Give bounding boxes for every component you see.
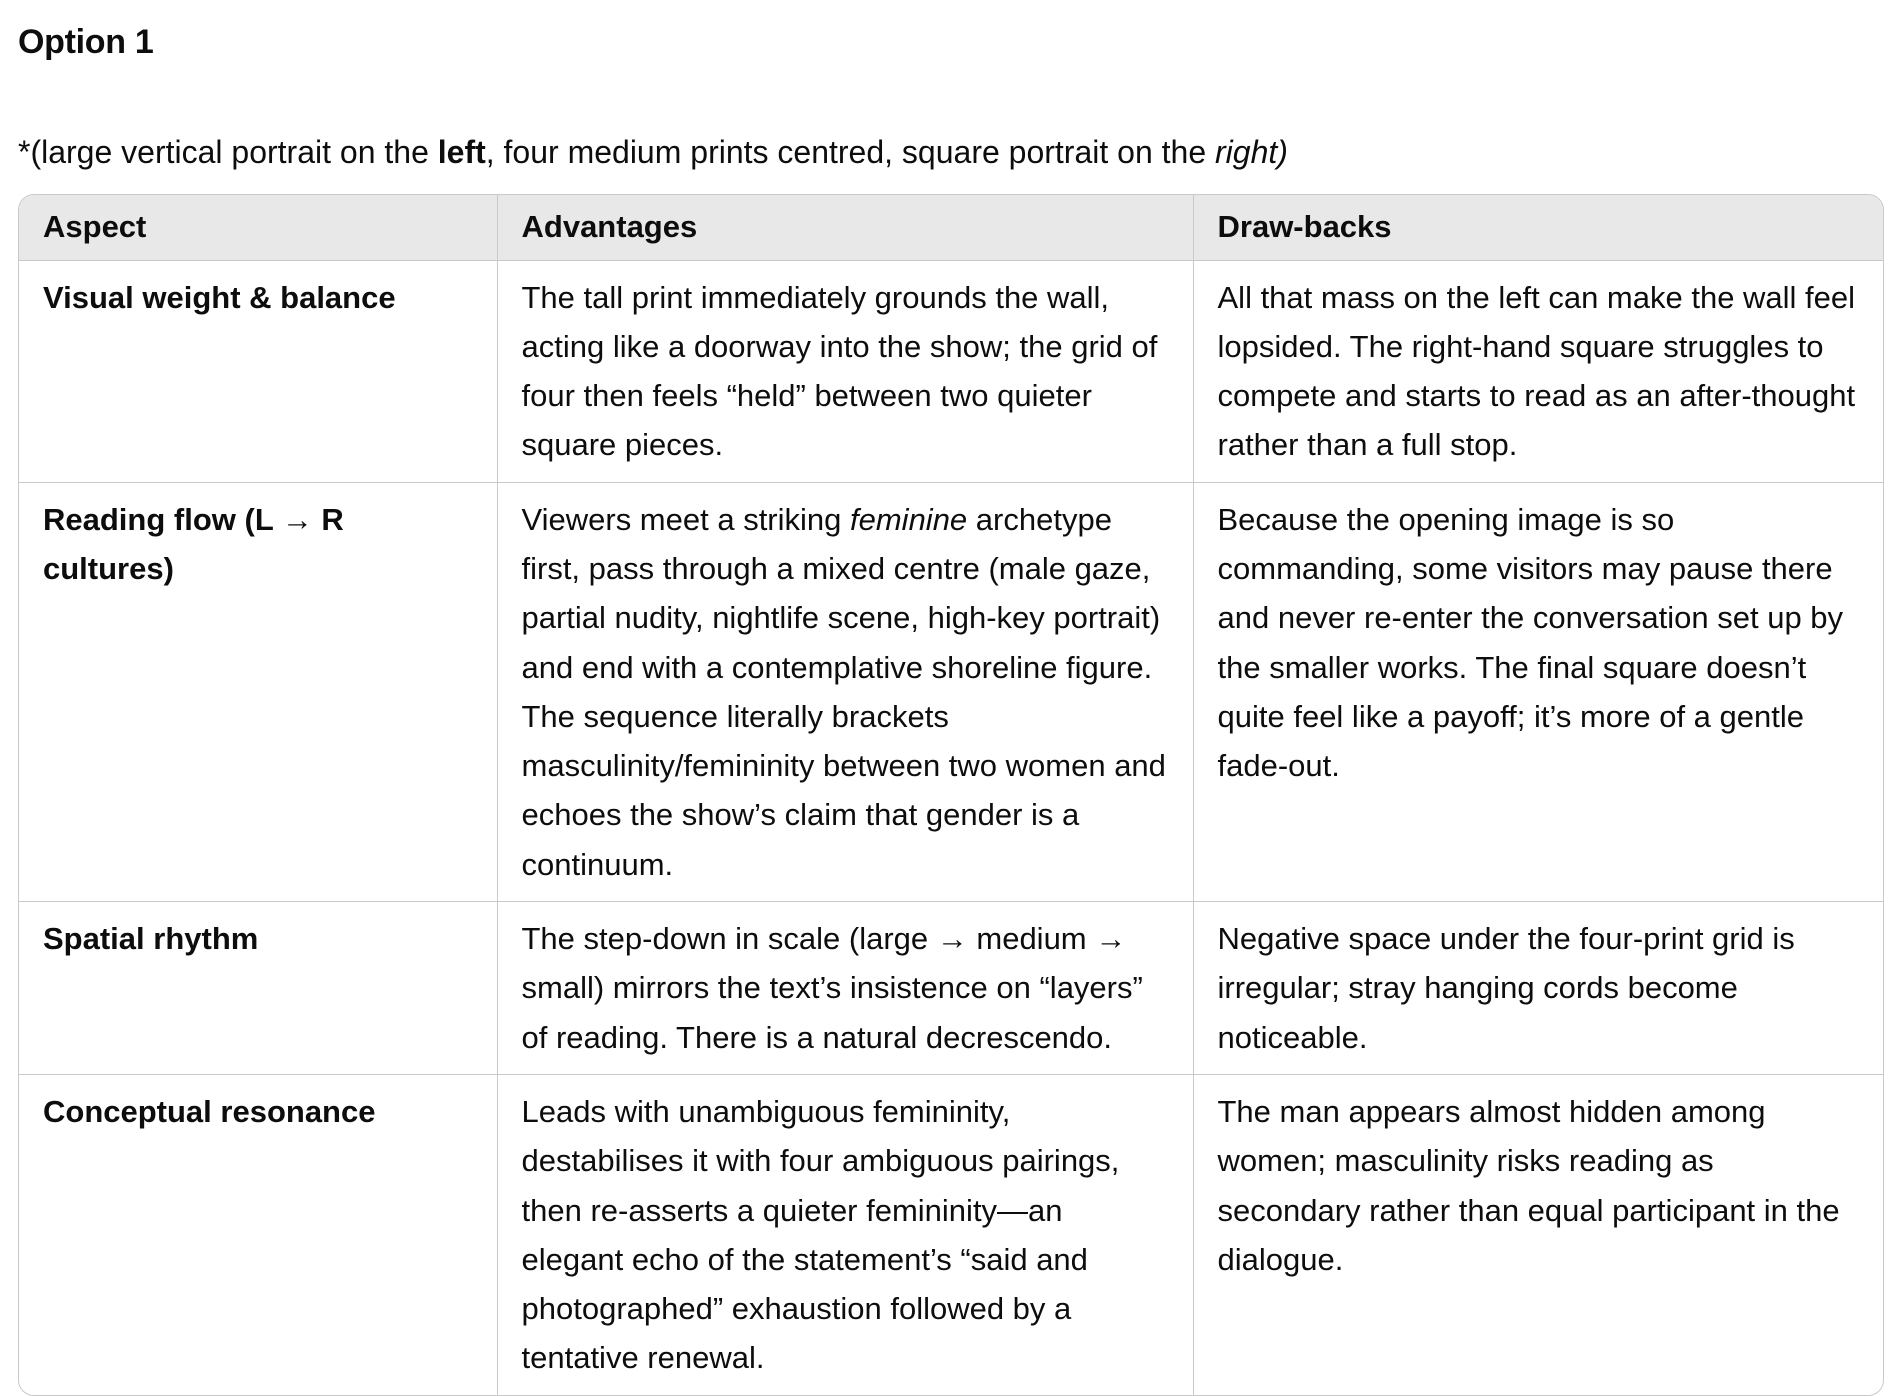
- drawbacks-cell: The man appears almost hidden among women; masculinity risks reading as secondary rather than equal participant in the dialogue.: [1193, 1074, 1883, 1394]
- advantages-text-emphasis: feminine: [850, 501, 968, 537]
- intro-prefix: *(large vertical portrait on the: [18, 134, 438, 170]
- intro-italic-right: right): [1215, 134, 1288, 170]
- intro-middle: , four medium prints centred, square portrait on the: [485, 134, 1215, 170]
- table-row: [19, 1074, 1883, 1394]
- aspect-cell: Visual weight & balance: [43, 279, 396, 315]
- aspect-cell: Reading flow (L → R cultures): [19, 482, 497, 901]
- drawbacks-cell: Because the opening image is so commanding, some visitors may pause there and never re-enter the conversation set up by the smaller works. The final square doesn’t quite feel like a payoff; it’s more of a gentle fade-out.: [1193, 482, 1883, 901]
- advantages-cell: [497, 482, 1193, 901]
- aspect-cell: Conceptual resonance: [19, 1074, 497, 1394]
- advantages-cell: The step-down in scale (large → medium → small) mirrors the text’s insistence on “layers” of reading. There is a natural decrescendo.: [497, 902, 1193, 1075]
- table-header-row: [19, 195, 1883, 260]
- aspect-cell: Spatial rhythm: [19, 902, 497, 1075]
- header-aspect: Aspect: [19, 195, 497, 260]
- header-drawbacks: Draw-backs: [1193, 195, 1883, 260]
- advantages-cell: The tall print immediately grounds the wall, acting like a doorway into the show; the grid of four then feels “held” between two quieter square pieces.: [497, 260, 1193, 482]
- drawbacks-cell: All that mass on the left can make the wall feel lopsided. The right-hand square struggles to compete and starts to read as an after-thought rather than a full stop.: [1193, 260, 1883, 482]
- option-heading: Option 1: [18, 23, 154, 61]
- header-advantages: Advantages: [497, 195, 1193, 260]
- advantages-cell: Leads with unambiguous femininity, destabilises it with four ambiguous pairings, then re-asserts a quieter femininity—an elegant echo of the statement’s “said and photographed” exhaustion followed by a tentative renewal.: [497, 1074, 1193, 1394]
- advantages-text-post: archetype first, pass through a mixed centre (male gaze, partial nudity, nightlife scene, high-key portrait) and end with a contemplative shoreline figure. The sequence literally brackets masculinity/femininity between two women and echoes the show’s claim that gender is a continuum.: [521, 501, 1166, 882]
- table-row: [19, 902, 1883, 1075]
- drawbacks-cell: Negative space under the four-print grid is irregular; stray hanging cords become noticeable.: [1193, 902, 1883, 1075]
- table-row: [19, 482, 1883, 901]
- intro-bold-left: left: [437, 134, 486, 170]
- layout-description: [18, 130, 1288, 174]
- comparison-table: [18, 194, 1884, 1396]
- table-row: [19, 260, 1883, 482]
- advantages-text-pre: Viewers meet a striking: [521, 501, 850, 537]
